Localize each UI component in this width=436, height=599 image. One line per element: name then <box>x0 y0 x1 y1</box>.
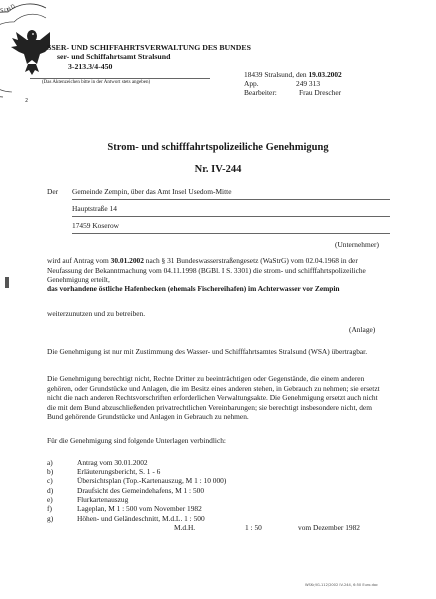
authority-office: ser- und Schiffahrtsamt Stralsund <box>57 52 171 61</box>
authority-name: SSER- UND SCHIFFAHRTSVERWALTUNG DES BUNDES <box>47 43 251 52</box>
list-item: Erläuterungsbericht, S. 1 - 6 <box>77 467 161 476</box>
list-item-letter: b) <box>47 467 54 476</box>
form-code: WSKr/IG-112/2002 IV-244, 6:50 Euro.doc <box>305 583 379 587</box>
document-title: Strom- und schifffahrtspolizeiliche Genehmigung <box>107 142 329 153</box>
recipient-label: Der <box>47 187 59 196</box>
permit-purpose: weiterzunutzen und zu betreiben. <box>47 309 146 318</box>
clerk-name: Frau Drescher <box>299 88 342 97</box>
recipient-line-3 <box>72 233 390 234</box>
application-date: 30.01.2002 <box>110 256 144 265</box>
list-item: Draufsicht des Gemeindehafens, M 1 : 500 <box>77 486 205 495</box>
eagle-icon <box>11 30 50 75</box>
list-item-scale-label: M.d.H. <box>174 523 196 532</box>
list-item-letter: f) <box>47 504 52 513</box>
svg-text:WASSER- UND SCHIFFAHRTSAMT STR <box>0 3 17 100</box>
seal-text: SUND <box>0 3 17 15</box>
phone-label: App. <box>244 79 259 88</box>
list-item-letter: e) <box>47 495 53 504</box>
list-item-letter: d) <box>47 486 54 495</box>
recipient-name: Gemeinde Zempin, über das Amt Insel Usedom-Mitte <box>72 187 232 196</box>
recipient-city: 17459 Koserow <box>72 221 120 230</box>
phone-extension: 249 313 <box>296 79 321 88</box>
federal-eagle-seal <box>0 2 50 117</box>
list-item-scale: 1 : 50 <box>245 523 262 532</box>
documents-intro: Für die Genehmigung sind folgende Unterlagen verbindlich: <box>47 436 226 445</box>
list-item-letter: a) <box>47 458 53 467</box>
permit-subject: das vorhandene östliche Hafenbecken (ehemals Fischereihafen) im Achterwasser vor Zempin <box>47 284 340 293</box>
list-item: Höhen- und Geländeschnitt, M.d.L. 1 : 500 <box>77 514 205 523</box>
list-item-date: vom Dezember 1982 <box>298 523 360 532</box>
permit-basis: wird auf Antrag vom 30.01.2002 nach § 31 Bundeswasserstraßengesetz (WaStrG) vom 02.04.1968 in der Neufassung der Bekanntmachung vom 04.11.1998 (BGBl. I S. 3301) die strom- und schifffahrtspolizeiliche Genehmigung erteilt, <box>47 256 366 285</box>
transfer-clause: Die Genehmigung ist nur mit Zustimmung des Wasser- und Schifffahrtsamtes Stralsund (WSA) übertragbar. <box>47 347 368 356</box>
clerk-label: Bearbeiter: <box>244 88 277 97</box>
list-item: Lageplan, M 1 : 500 vom November 1982 <box>77 504 202 513</box>
reference-line <box>30 78 210 79</box>
permit-number: Nr. IV-244 <box>194 164 242 175</box>
list-item: Übersichtsplan (Top.-Kartenauszug, M 1 : 10 000) <box>77 476 227 485</box>
recipient-role: (Unternehmer) <box>335 240 379 249</box>
recipient-line-2 <box>72 216 390 217</box>
margin-mark <box>5 277 9 288</box>
recipient-street: Hauptstraße 14 <box>72 204 117 213</box>
reference-number: 3-213.3/4-450 <box>68 62 113 71</box>
rights-clause: Die Genehmigung berechtigt nicht, Rechte Dritter zu beeinträchtigen oder Gegenstände, die einem anderen gehören, oder Grundstücke und Anlagen, die im Besitz eines anderen stehen, in Gebrauch zu nehmen; sie ersetzt nicht die nach anderen Rechtsvorschriften erforderlichen Verwaltungsakte. Die Genehmigung ersetzt auch nicht die mit dem Bund abzuschließenden privatrechtlichen Vereinbarungen; sie berechtigt insbesondere nicht, dem Bund gehörende Grundstücke und Anlagen in Gebrauch zu nehmen. <box>47 374 380 422</box>
list-item: Flurkartenauszug <box>77 495 129 504</box>
recipient-line-1 <box>72 199 390 200</box>
list-item-letter: c) <box>47 476 53 485</box>
list-item-letter: g) <box>47 514 54 523</box>
place-date: 18439 Stralsund, den 19.03.2002 <box>244 70 342 79</box>
seal-number: 2 <box>25 98 29 104</box>
annex-label: (Anlage) <box>349 325 376 334</box>
issue-date: 19.03.2002 <box>308 70 342 79</box>
reference-note: (Das Aktenzeichen bitte in der Antwort stets angeben) <box>42 80 151 85</box>
list-item: Antrag vom 30.01.2002 <box>77 458 148 467</box>
